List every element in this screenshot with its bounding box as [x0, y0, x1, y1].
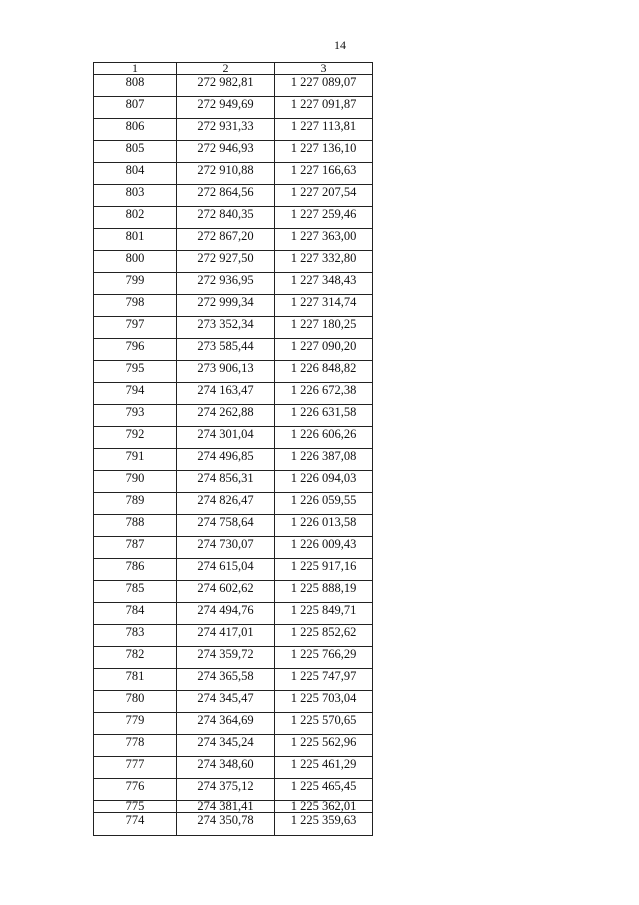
point-number-cell: 799	[94, 273, 177, 295]
point-number-cell: 781	[94, 669, 177, 691]
table-row	[94, 691, 373, 713]
x-coordinate-cell: 274 163,47	[177, 383, 275, 405]
y-coordinate-cell: 1 225 849,71	[275, 603, 373, 625]
y-coordinate-cell: 1 227 363,00	[275, 229, 373, 251]
y-coordinate-cell: 1 225 766,29	[275, 647, 373, 669]
table-row	[94, 295, 373, 317]
point-number-cell: 792	[94, 427, 177, 449]
x-coordinate-cell: 272 910,88	[177, 163, 275, 185]
x-coordinate-cell: 274 856,31	[177, 471, 275, 493]
x-coordinate-cell: 274 730,07	[177, 537, 275, 559]
point-number-cell: 800	[94, 251, 177, 273]
y-coordinate-cell: 1 227 136,10	[275, 141, 373, 163]
x-coordinate-cell: 273 352,34	[177, 317, 275, 339]
y-coordinate-cell: 1 225 562,96	[275, 735, 373, 757]
point-number-cell: 804	[94, 163, 177, 185]
table-row	[94, 713, 373, 735]
y-coordinate-cell: 1 226 672,38	[275, 383, 373, 405]
x-coordinate-cell: 274 301,04	[177, 427, 275, 449]
y-coordinate-cell: 1 226 009,43	[275, 537, 373, 559]
table-row	[94, 603, 373, 625]
point-number-cell: 801	[94, 229, 177, 251]
y-coordinate-cell: 1 225 852,62	[275, 625, 373, 647]
point-number-cell: 806	[94, 119, 177, 141]
x-coordinate-cell: 274 262,88	[177, 405, 275, 427]
x-coordinate-cell: 273 906,13	[177, 361, 275, 383]
point-number-cell: 803	[94, 185, 177, 207]
point-number-cell: 797	[94, 317, 177, 339]
y-coordinate-cell: 1 227 091,87	[275, 97, 373, 119]
y-coordinate-cell: 1 225 888,19	[275, 581, 373, 603]
point-number-cell: 805	[94, 141, 177, 163]
x-coordinate-cell: 272 999,34	[177, 295, 275, 317]
table-row	[94, 735, 373, 757]
point-number-cell: 779	[94, 713, 177, 735]
column-header-1: 1	[94, 63, 177, 75]
table-row	[94, 537, 373, 559]
y-coordinate-cell: 1 227 166,63	[275, 163, 373, 185]
y-coordinate-cell: 1 225 362,01	[275, 801, 373, 813]
coordinates-table	[93, 62, 373, 836]
y-coordinate-cell: 1 226 387,08	[275, 449, 373, 471]
table-row	[94, 813, 373, 836]
x-coordinate-cell: 272 949,69	[177, 97, 275, 119]
x-coordinate-cell: 274 417,01	[177, 625, 275, 647]
x-coordinate-cell: 272 864,56	[177, 185, 275, 207]
point-number-cell: 798	[94, 295, 177, 317]
y-coordinate-cell: 1 227 113,81	[275, 119, 373, 141]
point-number-cell: 785	[94, 581, 177, 603]
y-coordinate-cell: 1 227 348,43	[275, 273, 373, 295]
point-number-cell: 796	[94, 339, 177, 361]
y-coordinate-cell: 1 225 465,45	[275, 779, 373, 801]
table-row	[94, 141, 373, 163]
x-coordinate-cell: 272 840,35	[177, 207, 275, 229]
table-header-row	[94, 63, 373, 75]
x-coordinate-cell: 274 365,58	[177, 669, 275, 691]
table-row	[94, 251, 373, 273]
point-number-cell: 787	[94, 537, 177, 559]
table-body	[94, 75, 373, 836]
table-row	[94, 647, 373, 669]
table-row	[94, 361, 373, 383]
point-number-cell: 802	[94, 207, 177, 229]
point-number-cell: 782	[94, 647, 177, 669]
x-coordinate-cell: 272 982,81	[177, 75, 275, 97]
column-header-2: 2	[177, 63, 275, 75]
y-coordinate-cell: 1 226 013,58	[275, 515, 373, 537]
x-coordinate-cell: 272 936,95	[177, 273, 275, 295]
point-number-cell: 783	[94, 625, 177, 647]
column-header-3: 3	[275, 63, 373, 75]
table-row	[94, 273, 373, 295]
table-row	[94, 163, 373, 185]
point-number-cell: 788	[94, 515, 177, 537]
x-coordinate-cell: 274 602,62	[177, 581, 275, 603]
x-coordinate-cell: 274 494,76	[177, 603, 275, 625]
table-row	[94, 581, 373, 603]
table-row	[94, 471, 373, 493]
table-row	[94, 229, 373, 251]
page-number: 14	[334, 38, 346, 52]
point-number-cell: 808	[94, 75, 177, 97]
table-row	[94, 669, 373, 691]
point-number-cell: 778	[94, 735, 177, 757]
table-row	[94, 801, 373, 813]
point-number-cell: 807	[94, 97, 177, 119]
table-row	[94, 449, 373, 471]
y-coordinate-cell: 1 225 359,63	[275, 813, 373, 836]
point-number-cell: 774	[94, 813, 177, 836]
table-row	[94, 97, 373, 119]
table-row	[94, 405, 373, 427]
x-coordinate-cell: 273 585,44	[177, 339, 275, 361]
point-number-cell: 775	[94, 801, 177, 813]
x-coordinate-cell: 274 364,69	[177, 713, 275, 735]
x-coordinate-cell: 274 348,60	[177, 757, 275, 779]
y-coordinate-cell: 1 227 090,20	[275, 339, 373, 361]
y-coordinate-cell: 1 226 094,03	[275, 471, 373, 493]
y-coordinate-cell: 1 225 747,97	[275, 669, 373, 691]
x-coordinate-cell: 274 615,04	[177, 559, 275, 581]
x-coordinate-cell: 274 758,64	[177, 515, 275, 537]
table-row	[94, 493, 373, 515]
point-number-cell: 789	[94, 493, 177, 515]
point-number-cell: 791	[94, 449, 177, 471]
y-coordinate-cell: 1 226 848,82	[275, 361, 373, 383]
x-coordinate-cell: 272 867,20	[177, 229, 275, 251]
y-coordinate-cell: 1 227 207,54	[275, 185, 373, 207]
y-coordinate-cell: 1 225 570,65	[275, 713, 373, 735]
point-number-cell: 793	[94, 405, 177, 427]
point-number-cell: 777	[94, 757, 177, 779]
y-coordinate-cell: 1 227 259,46	[275, 207, 373, 229]
y-coordinate-cell: 1 225 917,16	[275, 559, 373, 581]
table-row	[94, 119, 373, 141]
y-coordinate-cell: 1 227 089,07	[275, 75, 373, 97]
y-coordinate-cell: 1 225 703,04	[275, 691, 373, 713]
x-coordinate-cell: 274 345,24	[177, 735, 275, 757]
y-coordinate-cell: 1 226 631,58	[275, 405, 373, 427]
y-coordinate-cell: 1 226 059,55	[275, 493, 373, 515]
table-row	[94, 625, 373, 647]
point-number-cell: 784	[94, 603, 177, 625]
table-row	[94, 515, 373, 537]
x-coordinate-cell: 274 826,47	[177, 493, 275, 515]
x-coordinate-cell: 274 496,85	[177, 449, 275, 471]
y-coordinate-cell: 1 226 606,26	[275, 427, 373, 449]
x-coordinate-cell: 272 931,33	[177, 119, 275, 141]
y-coordinate-cell: 1 227 314,74	[275, 295, 373, 317]
x-coordinate-cell: 274 345,47	[177, 691, 275, 713]
point-number-cell: 786	[94, 559, 177, 581]
table-row	[94, 757, 373, 779]
x-coordinate-cell: 274 381,41	[177, 801, 275, 813]
table-row	[94, 383, 373, 405]
x-coordinate-cell: 272 946,93	[177, 141, 275, 163]
table-row	[94, 185, 373, 207]
y-coordinate-cell: 1 227 332,80	[275, 251, 373, 273]
y-coordinate-cell: 1 227 180,25	[275, 317, 373, 339]
point-number-cell: 794	[94, 383, 177, 405]
point-number-cell: 790	[94, 471, 177, 493]
table-row	[94, 339, 373, 361]
x-coordinate-cell: 274 359,72	[177, 647, 275, 669]
y-coordinate-cell: 1 225 461,29	[275, 757, 373, 779]
x-coordinate-cell: 272 927,50	[177, 251, 275, 273]
table-row	[94, 317, 373, 339]
point-number-cell: 780	[94, 691, 177, 713]
table-row	[94, 427, 373, 449]
table-row	[94, 75, 373, 97]
table-row	[94, 779, 373, 801]
point-number-cell: 795	[94, 361, 177, 383]
table-row	[94, 207, 373, 229]
x-coordinate-cell: 274 350,78	[177, 813, 275, 836]
point-number-cell: 776	[94, 779, 177, 801]
table-row	[94, 559, 373, 581]
x-coordinate-cell: 274 375,12	[177, 779, 275, 801]
